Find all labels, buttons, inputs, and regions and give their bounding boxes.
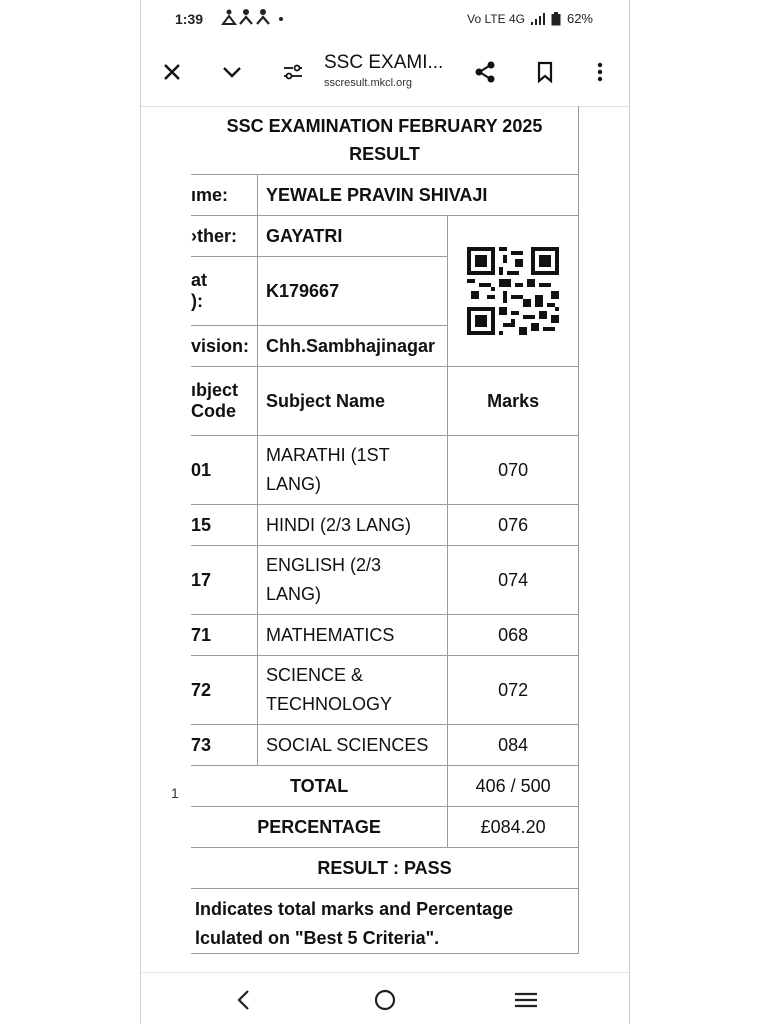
subject-marks: 076 [448,505,579,546]
subject-code: 71 [191,615,258,656]
result-title [191,106,579,175]
subject-code: 15 [191,505,258,546]
subject-name: SOCIAL SCIENCES [258,725,448,766]
total-value: 406 / 500 [448,766,579,807]
back-icon[interactable] [229,987,259,1013]
total-label: TOTAL [191,766,448,807]
criteria-note-line2: lculated on "Best 5 Criteria". [195,928,440,948]
subject-code: 72 [191,656,258,725]
mother-label: ›ther: [191,216,258,257]
qr-cell [448,216,579,367]
notification-icons [221,8,295,30]
subject-marks: 070 [448,436,579,505]
subject-code: 01 [191,436,258,505]
subject-name: SCIENCE & TECHNOLOGY [258,656,448,725]
result-title-line1: SSC EXAMINATION FEBRUARY 2025 [226,116,543,136]
system-nav-bar [141,972,629,1024]
page-url: sscresult.mkcl.org [324,77,413,89]
subject-marks: 072 [448,656,579,725]
seat-number: K179667 [258,257,448,326]
stray-mark: 1 [171,785,179,801]
table-row [191,615,579,656]
status-bar [141,0,629,40]
share-icon[interactable] [468,54,502,90]
chevron-down-icon[interactable] [215,54,249,90]
candidate-name: YEWALE PRAVIN SHIVAJI [258,175,579,216]
subject-marks: 074 [448,546,579,615]
subject-code: 73 [191,725,258,766]
status-time: 1:39 [175,11,204,27]
seat-label [191,257,258,326]
bookmark-icon[interactable] [528,54,562,90]
division-value: Chh.Sambhajinagar [258,326,448,367]
table-row [191,436,579,505]
browser-app-bar [141,40,629,107]
result-title-line2: RESULT [349,144,420,164]
page-title: SSC EXAMI... [324,52,444,73]
status-right [467,11,593,26]
criteria-note-line1: Indicates total marks and Percentage [195,899,514,919]
result-status: RESULT : PASS [191,848,579,889]
battery-percent: 62% [566,11,593,26]
percentage-value: £084.20 [448,807,579,848]
subject-name: MARATHI (1ST LANG) [258,436,448,505]
close-icon[interactable] [155,54,189,90]
signal-icon [531,13,545,25]
subject-code-header-line2: Code [191,401,236,421]
subject-name: ENGLISH (2/3 LANG) [258,546,448,615]
marks-header: Marks [448,367,579,436]
recents-icon[interactable] [511,987,541,1013]
percentage-label: PERCENTAGE [191,807,448,848]
division-label: vision: [191,326,258,367]
subject-marks: 084 [448,725,579,766]
more-vert-icon[interactable] [583,54,617,90]
mother-name: GAYATRI [258,216,448,257]
table-row [191,725,579,766]
battery-icon [551,12,561,26]
subject-marks: 068 [448,615,579,656]
table-row [191,546,579,615]
page-title-box[interactable] [324,52,443,89]
subject-name: HINDI (2/3 LANG) [258,505,448,546]
table-row [191,505,579,546]
seat-label-line1: at [191,270,208,290]
subject-name: MATHEMATICS [258,615,448,656]
result-page-content [191,106,579,972]
qr-code-icon [467,247,559,335]
result-table [191,106,579,954]
subject-code-header-line1: ıbject [191,380,239,400]
criteria-note [191,889,579,954]
tune-icon[interactable] [276,54,310,90]
subject-code-header [191,367,258,436]
name-label: ıme: [191,175,258,216]
network-type: Vo LTE 4G [467,11,525,26]
table-row [191,656,579,725]
subject-name-header: Subject Name [258,367,448,436]
home-icon[interactable] [370,987,400,1013]
notification-people-icon [221,8,295,26]
phone-screen [140,0,630,1024]
seat-label-line2: ): [191,291,203,311]
subject-code: 17 [191,546,258,615]
